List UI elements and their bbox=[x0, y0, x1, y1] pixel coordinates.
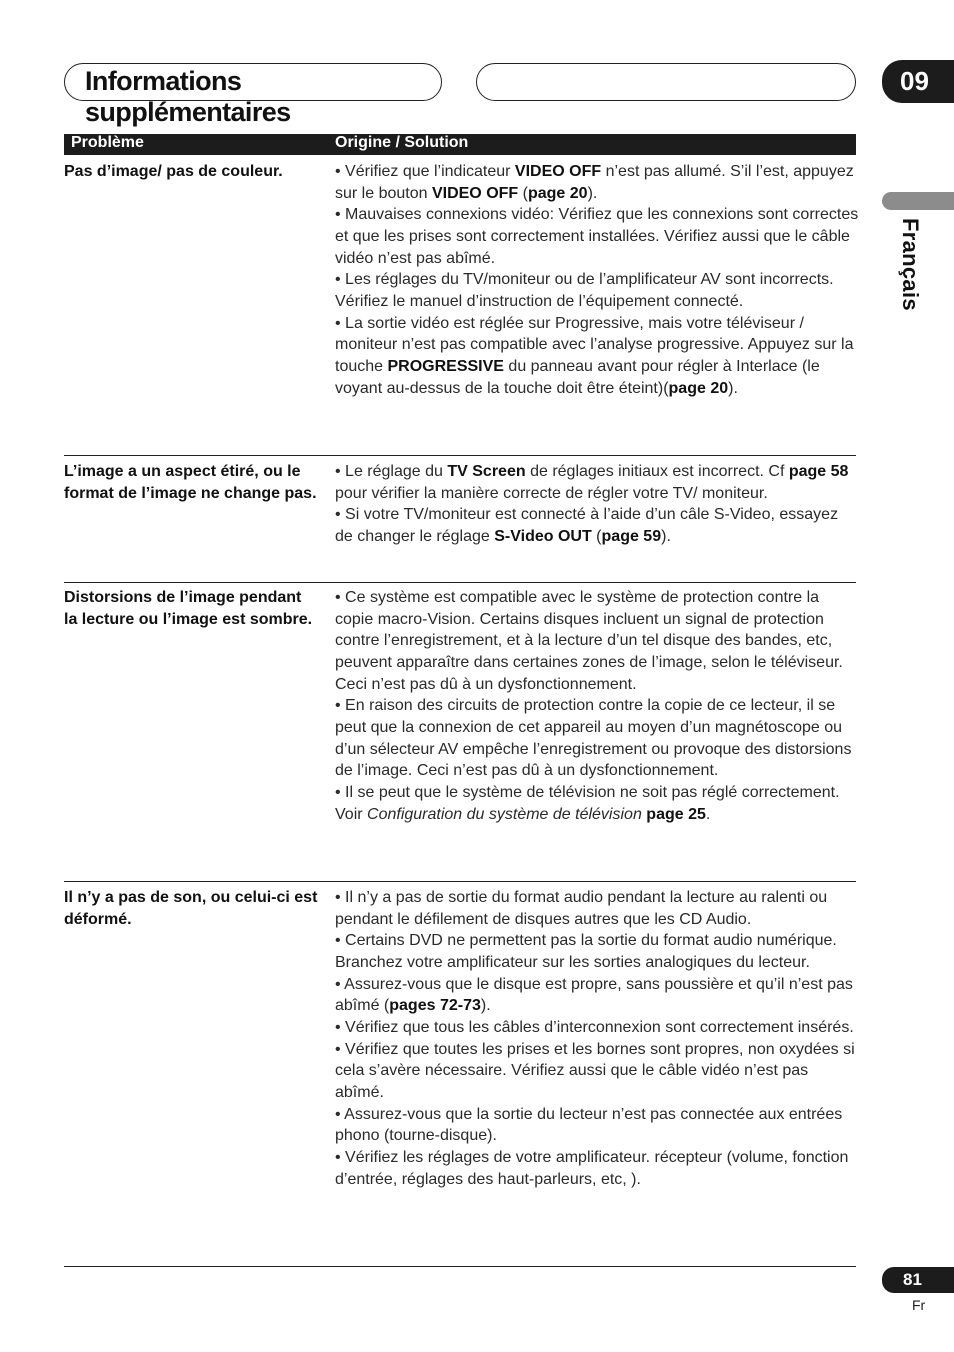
table-row bbox=[64, 887, 856, 1267]
solution-item: • Assurez-vous que la sortie du lecteur n’est pas connectée aux entrées phono (tourne-disque). bbox=[335, 1105, 843, 1145]
solution-item: • Certains DVD ne permettent pas la sortie du format audio numérique. Branchez votre amplificateur sur les sorties analogiques du lecteur. bbox=[335, 932, 837, 971]
problem-cell: L’image a un aspect étiré, ou le format de l’image ne change pas. bbox=[64, 463, 317, 502]
solution-item: • Mauvaises connexions vidéo: Vérifiez que les connexions sont correctes et que les prises sont correctement installées. Vérifiez aussi que le câble vidéo n’est pas abîmé. bbox=[335, 206, 859, 267]
italic-reference: Configuration du système de télévision bbox=[367, 805, 642, 823]
page-number: 81 bbox=[903, 1270, 922, 1289]
chapter-number: 09 bbox=[900, 66, 929, 96]
bold-reference: page 25 bbox=[646, 805, 706, 823]
solution-item: • Vérifiez que tous les câbles d’interconnexion sont correctement insérés. bbox=[335, 1018, 854, 1036]
solution-cell bbox=[335, 461, 859, 548]
problem-cell: Distorsions de l’image pendant la lecture ou l’image est sombre. bbox=[64, 589, 313, 628]
page-number-badge bbox=[882, 1267, 954, 1293]
solution-item: • Si votre TV/moniteur est connecté à l’aide d’un câle S-Video, essayez de changer le réglage S-Video OUT (page 59). bbox=[335, 506, 839, 545]
solution-item: • Vérifiez que l’indicateur VIDEO OFF n’est pas allumé. S’il l’est, appuyez sur le bouton VIDEO OFF (page 20). bbox=[335, 163, 854, 202]
chapter-badge bbox=[882, 60, 954, 103]
solution-item: • Vérifiez les réglages de votre amplificateur. récepteur (volume, fonction d’entrée, réglages des haut-parleurs, etc, ). bbox=[335, 1148, 849, 1188]
bold-reference: page 59 bbox=[601, 527, 662, 545]
bold-reference: TV Screen bbox=[447, 463, 526, 480]
solution-item: • En raison des circuits de protection contre la copie de ce lecteur, il se peut que la connexion de cet appareil au moyen d’un magnétoscope ou d’un sélecteur AV empêche l’enregistrement ou provoque des distorsions de l’image. Ceci n’est pas dû à un dysfonctionnement. bbox=[335, 697, 852, 780]
header-empty-box bbox=[476, 63, 856, 101]
solution-item: • Il n’y a pas de sortie du format audio pendant la lecture au ralenti ou pendant le défilement de disques autres que les CD Audio. bbox=[335, 889, 828, 928]
solution-item: • Il se peut que le système de télévision ne soit pas réglé correctement. Voir Configuration du système de télévision page 25. bbox=[335, 783, 840, 823]
bold-reference: VIDEO OFF bbox=[431, 184, 519, 202]
section-title-box bbox=[64, 63, 442, 127]
language-label: Français bbox=[898, 218, 923, 311]
bold-reference: pages 72-73 bbox=[389, 997, 481, 1015]
solution-item: • Vérifiez que toutes les prises et les bornes sont propres, non oxydées si cela s’avère nécessaire. Vérifiez aussi que le câble vidéo n’est pas abîmé. bbox=[335, 1040, 855, 1101]
table-row bbox=[64, 461, 856, 583]
solution-cell bbox=[335, 161, 859, 399]
solution-cell bbox=[335, 887, 859, 1190]
solution-item: • La sortie vidéo est réglée sur Progressive, mais votre téléviseur / moniteur n’est pas compatible avec l’analyse progressive. Appuyez sur la touche PROGRESSIVE du panneau avant pour régler à Interlace (le voyant au-dessus de la touche doit être éteint)(page 20). bbox=[335, 314, 854, 397]
bold-reference: PROGRESSIVE bbox=[387, 357, 504, 375]
column-header-problem: Problème bbox=[71, 134, 144, 151]
table-row bbox=[64, 587, 856, 882]
language-tab bbox=[882, 192, 954, 210]
problem-cell: Pas d’image/ pas de couleur. bbox=[64, 163, 283, 180]
solution-item: • Les réglages du TV/moniteur ou de l’amplificateur AV sont incorrects. Vérifiez le manuel d’instruction de l’équipement connecté. bbox=[335, 271, 834, 310]
bold-reference: S-Video OUT bbox=[494, 527, 592, 545]
page-language: Fr bbox=[912, 1297, 926, 1313]
solution-item: • Ce système est compatible avec le système de protection contre la copie macro-Vision. Certains disques incluent un signal de protection contre l’enregistrement, et à la lecture d’un tel disque des bandes, etc, peuvent apparaître dans certaines zones de l’image, selon le téléviseur. Ceci n’est pas dû à un dysfonctionnement. bbox=[335, 589, 843, 693]
bold-reference: page 20 bbox=[668, 379, 729, 397]
column-header-solution: Origine / Solution bbox=[335, 134, 469, 151]
problem-cell: Il n’y a pas de son, ou celui-ci est déformé. bbox=[64, 889, 318, 928]
solution-cell bbox=[335, 587, 859, 825]
bold-reference: VIDEO OFF bbox=[514, 163, 602, 180]
solution-item: • Assurez-vous que le disque est propre, sans poussière et qu’il n’est pas abîmé (pages 72-73). bbox=[335, 975, 853, 1015]
table-row bbox=[64, 161, 859, 456]
page-title: Informations supplémentaires bbox=[85, 66, 291, 127]
bold-reference: page 20 bbox=[527, 184, 588, 202]
table-header bbox=[64, 134, 856, 155]
solution-item: • Le réglage du TV Screen de réglages initiaux est incorrect. Cf page 58 pour vérifier la manière correcte de régler votre TV/ moniteur. bbox=[335, 463, 849, 502]
bold-reference: page 58 bbox=[788, 463, 849, 480]
